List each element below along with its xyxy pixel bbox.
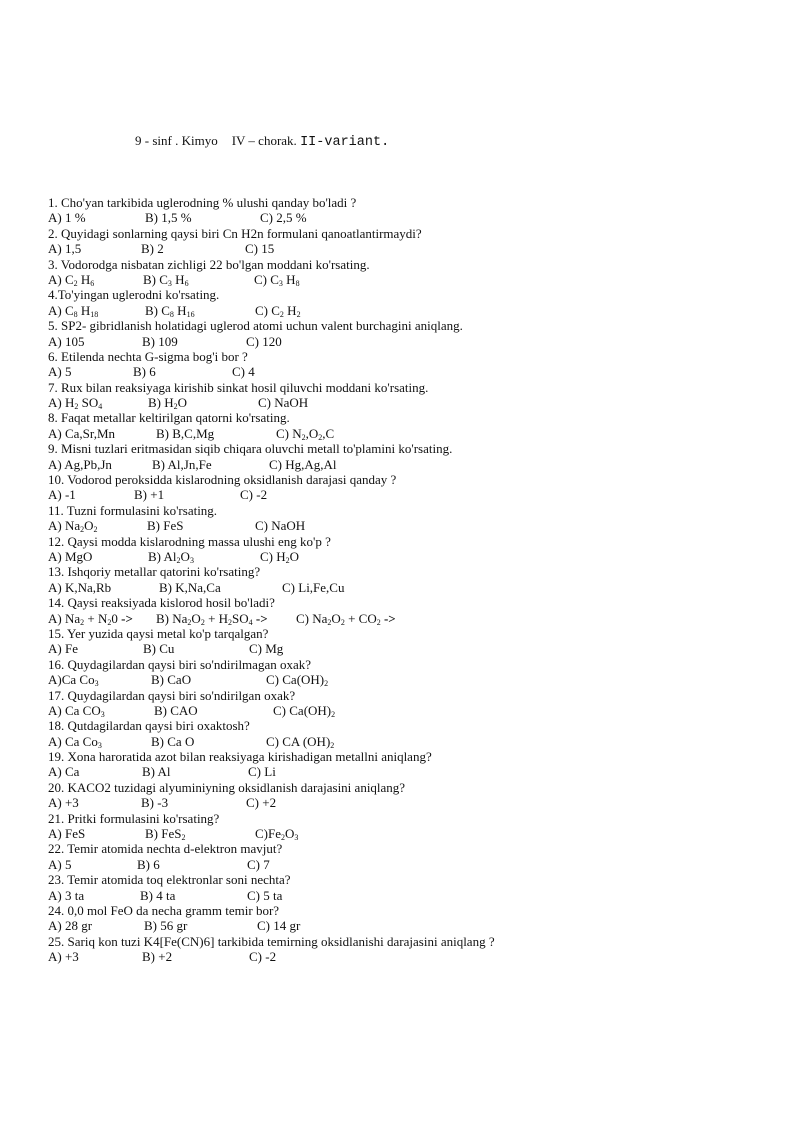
option-c: C) NaOH — [258, 395, 309, 411]
option-a: A) $Na_2O_2$ — [48, 518, 98, 535]
question-text: 21. Pritki formulasini ko'rsating? — [48, 810, 220, 826]
option-a: A) +3 — [48, 949, 79, 965]
question-text: 15. Yer yuzida qaysi metal ko'p tarqalgan? — [48, 625, 269, 641]
option-a: A) +3 — [48, 795, 79, 811]
option-a: A)Ca $Co_3$ — [48, 672, 99, 689]
option-c: C) $Ca(OH)_2$ — [266, 672, 329, 689]
question-text: 24. 0,0 mol FeO da necha gramm temir bor? — [48, 902, 280, 918]
option-b: B) +2 — [142, 949, 173, 965]
option-c: C) 15 — [245, 241, 275, 257]
option-a: A) Ag,Pb,Jn — [48, 456, 112, 472]
option-a: A) 1,5 — [48, 241, 82, 257]
option-b: B) 109 — [142, 333, 178, 349]
option-c: C) $N_2,O_2,C$ — [276, 425, 335, 442]
option-b: B) -3 — [141, 795, 169, 811]
option-b: B) $H_2O$ — [148, 395, 188, 412]
option-c: $C)Fe_2O_3$ — [255, 826, 299, 843]
option-c: C) Mg — [249, 641, 284, 657]
option-a: A) $Na_2 + N_20$ -> — [48, 610, 133, 627]
option-a: A) MgO — [48, 548, 93, 564]
option-c: C) $C_2$ $H_2$ — [255, 302, 301, 319]
question-text: 22. Temir atomida nechta d-elektron mavjut? — [48, 841, 283, 857]
question-text: 9. Misni tuzlari eritmasidan siqib chiqara oluvchi metall to'plamini ko'rsating. — [48, 441, 453, 457]
answer-options — [48, 487, 768, 502]
option-b: B) 56 gr — [144, 918, 188, 934]
option-a: A) 5 — [48, 856, 72, 872]
option-c: C) -2 — [240, 487, 268, 503]
option-b: B) Al — [142, 764, 171, 780]
answer-options — [48, 210, 768, 225]
option-c: C) 120 — [246, 333, 282, 349]
answer-options — [48, 303, 768, 318]
title-variant: II-variant. — [300, 135, 390, 150]
answer-options — [48, 949, 768, 964]
option-b: B) CAO — [154, 702, 198, 718]
page-title — [135, 133, 389, 150]
option-b: B) $Al_2O_3$ — [148, 548, 194, 565]
question-text: 6. Etilenda nechta G-sigma bog'i bor ? — [48, 348, 248, 364]
answer-options — [48, 641, 768, 656]
answer-options — [48, 426, 768, 441]
option-b: B) Ca O — [151, 733, 195, 749]
question-list — [48, 195, 768, 965]
question-text: 14. Qaysi reaksiyada kislorod hosil bo'ladi? — [48, 595, 275, 611]
answer-options — [48, 364, 768, 379]
question-text: 5. SP2- gibridlanish holatidagi uglerod atomi uchun valent burchagini aniqlang. — [48, 318, 463, 334]
answer-options — [48, 549, 768, 564]
title-quarter: IV – chorak. — [231, 133, 297, 148]
answer-options — [48, 826, 768, 841]
question-text: 11. Tuzni formulasini ko'rsating. — [48, 502, 218, 518]
question-text: 7. Rux bilan reaksiyaga kirishib sinkat hosil qiluvchi moddani ko'rsating. — [48, 379, 429, 395]
option-b: B) +1 — [134, 487, 165, 503]
question-text: 17. Quydagilardan qaysi biri so'ndirilgan oxak? — [48, 687, 296, 703]
answer-options — [48, 395, 768, 410]
option-c: C) $H_2O$ — [260, 548, 300, 565]
option-a: A) 5 — [48, 364, 72, 380]
option-b: B) K,Na,Ca — [159, 579, 221, 595]
option-c: C) $Na_2O_2 + CO_2$ -> — [296, 610, 396, 627]
option-c: C) $C_3$ $H_8$ — [254, 271, 300, 288]
question-text: 19. Xona haroratida azot bilan reaksiyaga kirishadigan metallni aniqlang? — [48, 749, 432, 765]
option-b: B) FeS — [147, 518, 184, 534]
answer-options — [48, 611, 768, 626]
option-b: B) Cu — [143, 641, 175, 657]
option-a: A) 28 gr — [48, 918, 93, 934]
question-text: 18. Qutdagilardan qaysi biri oxaktosh? — [48, 718, 250, 734]
option-b: B) 4 ta — [140, 887, 176, 903]
option-b: B) B,C,Mg — [156, 425, 215, 441]
option-b: B) 2 — [141, 241, 164, 257]
answer-options — [48, 857, 768, 872]
question-text: 20. KACO2 tuzidagi alyuminiyning oksidlanish darajasini aniqlang? — [48, 779, 406, 795]
answer-options — [48, 580, 768, 595]
option-a: A) K,Na,Rb — [48, 579, 112, 595]
question-text: 23. Temir atomida toq elektronlar soni nechta? — [48, 872, 291, 888]
option-b: B) 6 — [137, 856, 160, 872]
option-c: C) Li — [248, 764, 276, 780]
option-c: C) +2 — [246, 795, 277, 811]
question-text: 12. Qaysi modda kislarodning massa ulushi eng ko'p ? — [48, 533, 331, 549]
option-b: B) CaO — [151, 672, 192, 688]
answer-options — [48, 764, 768, 779]
option-c: C) $Ca(OH)_2$ — [273, 702, 336, 719]
option-a: A) 3 ta — [48, 887, 85, 903]
question-text: 13. Ishqoriy metallar qatorini ko'rsating? — [48, 564, 261, 580]
option-c: C) Hg,Ag,Al — [269, 456, 337, 472]
option-a: A) $C_2$ $H_6$ — [48, 271, 95, 288]
question-text: 2. Quyidagi sonlarning qaysi biri Cn H2n formulani qanoatlantirmaydi? — [48, 225, 422, 241]
question-text: 1. Cho'yan tarkibida uglerodning % ulushi qanday bo'ladi ? — [48, 195, 357, 210]
option-a: A) Fe — [48, 641, 78, 657]
answer-options — [48, 334, 768, 349]
option-c: C) 14 gr — [257, 918, 301, 934]
option-c: C) 7 — [247, 856, 270, 872]
question-text: 3. Vodorodga nisbatan zichligi 22 bo'lgan moddani ko'rsating. — [48, 256, 370, 272]
answer-options — [48, 795, 768, 810]
option-c: C) CA $(OH)_2$ — [266, 733, 335, 750]
option-c: C) -2 — [249, 949, 277, 965]
option-a: A) -1 — [48, 487, 76, 503]
answer-options — [48, 888, 768, 903]
option-c: C) 5 ta — [247, 887, 283, 903]
answer-options — [48, 457, 768, 472]
option-b: B) $Na_2O_2 + H_2SO_4$ -> — [156, 610, 268, 627]
option-c: C) Li,Fe,Cu — [282, 579, 345, 595]
question-text: 25. Sariq kon tuzi K4[Fe(CN)6] tarkibida temirning oksidlanishi darajasini aniqlang ? — [48, 933, 495, 949]
option-b: B) 1,5 % — [145, 210, 192, 226]
title-subject: 9 - sinf . Kimyo — [135, 133, 218, 148]
option-c: C) NaOH — [255, 518, 306, 534]
answer-options — [48, 518, 768, 533]
question-text: 8. Faqat metallar keltirilgan qatorni ko'rsating. — [48, 410, 290, 426]
option-a: A) Ca $Co_3$ — [48, 733, 102, 750]
answer-options — [48, 703, 768, 718]
option-c: C) 2,5 % — [260, 210, 307, 226]
option-a: A) Ca — [48, 764, 80, 780]
answer-options — [48, 241, 768, 256]
answer-options — [48, 734, 768, 749]
question-text: 10. Vodorod peroksidda kislarodning oksidlanish darajasi qanday ? — [48, 472, 397, 488]
answer-options — [48, 672, 768, 687]
option-b: B) Al,Jn,Fe — [152, 456, 212, 472]
answer-options — [48, 918, 768, 933]
option-a: A) $H_2$ $SO_4$ — [48, 395, 103, 412]
option-c: C) 4 — [232, 364, 255, 380]
answer-options — [48, 272, 768, 287]
option-a: A) 105 — [48, 333, 85, 349]
option-b: B) FeS$_2$ — [145, 826, 186, 843]
option-a: A) 1 % — [48, 210, 86, 226]
option-a: A) FeS — [48, 826, 86, 842]
option-b: B) $C_8$ $H_{16}$ — [145, 302, 195, 319]
option-b: B) $C_3$ $H_6$ — [143, 271, 189, 288]
question-text: 4.To'yingan uglerodni ko'rsating. — [48, 287, 220, 303]
option-a: A) $C_8$ $H_{18}$ — [48, 302, 99, 319]
question-text: 16. Quydagilardan qaysi biri so'ndirilmagan oxak? — [48, 656, 312, 672]
option-a: A) Ca,Sr,Mn — [48, 425, 116, 441]
option-a: A) Ca $CO_3$ — [48, 702, 105, 719]
option-b: B) 6 — [133, 364, 156, 380]
